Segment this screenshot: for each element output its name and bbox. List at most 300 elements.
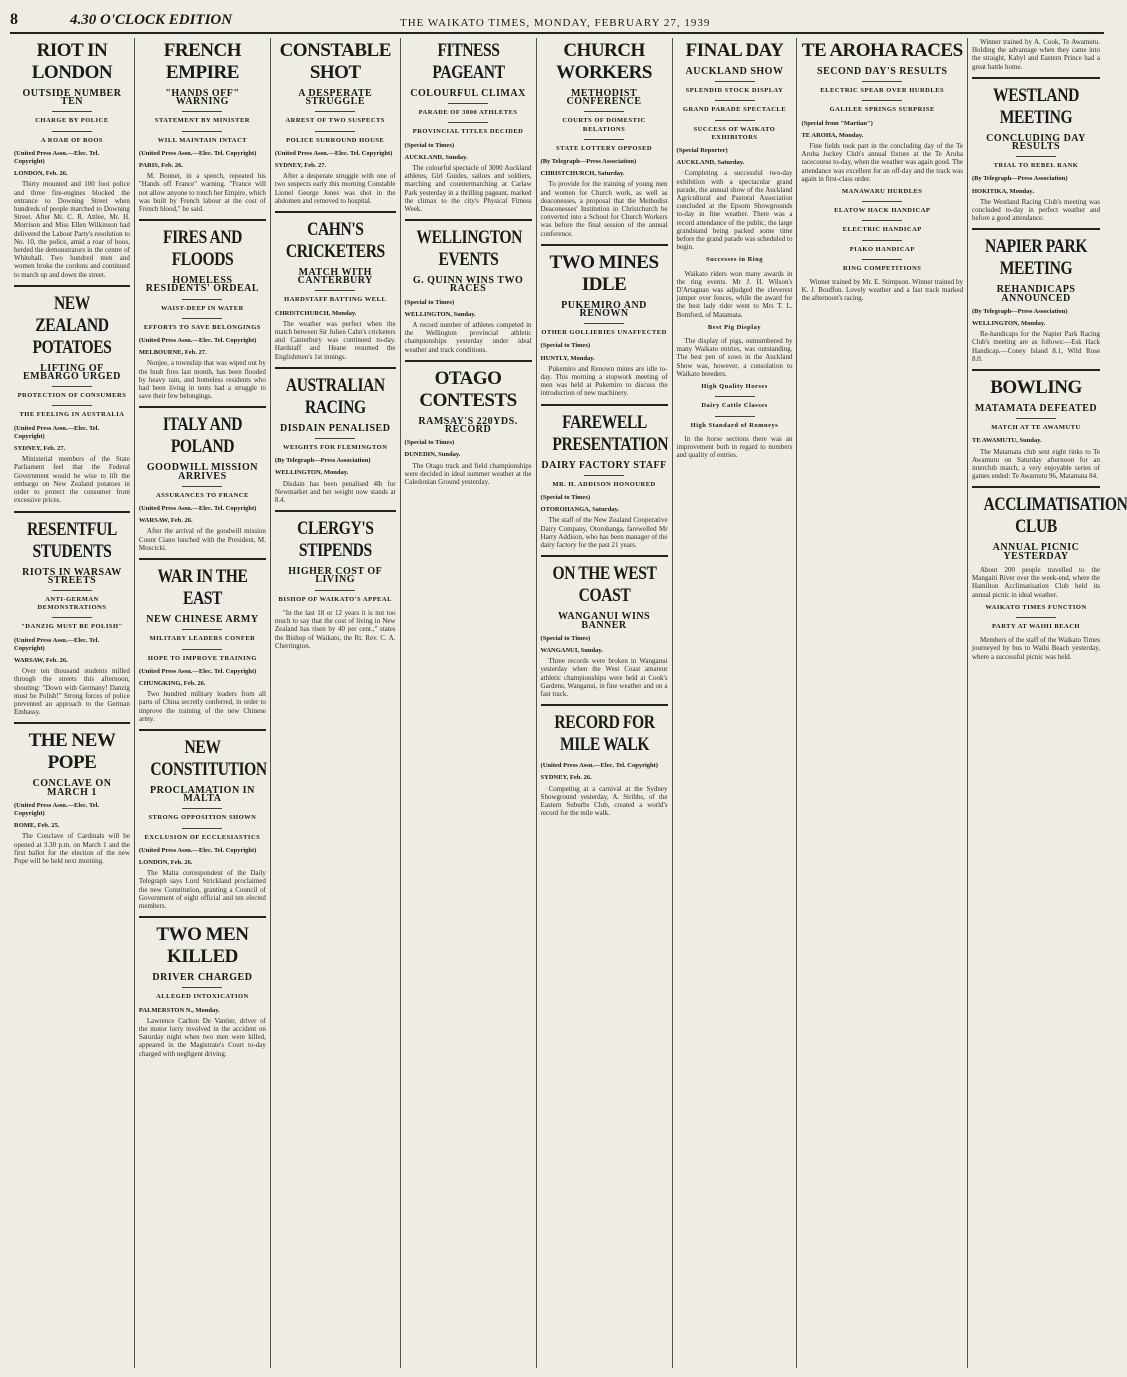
deck-rule (52, 405, 92, 406)
story-source: (United Press Assn.—Elec. Tel. Copyright) (14, 801, 100, 817)
deck-rule (862, 81, 902, 82)
story-subheadline: Dairy Cattle Classes (701, 402, 768, 410)
story-subheadline: OTHER GOLLIERIES UNAFFECTED (541, 329, 667, 337)
story-body (541, 516, 668, 549)
story-dateline: WELLINGTON, Sunday. (404, 310, 476, 318)
deck-rule (584, 111, 624, 112)
column-rule (541, 404, 668, 406)
deck-rule (715, 100, 755, 101)
deck-rule (182, 808, 222, 809)
story-source: (By Telegraph—Press Association) (274, 457, 371, 465)
story-paragraph: After a desperate struggle with one of two suspects early this morning Constable Lionel George Jones was shot in the abdomen and removed to hospital. (274, 172, 396, 205)
story-body (14, 832, 130, 865)
story-paragraph: The staff of the New Zealand Cooperative Dairy Company, Otorohanga, farewelled Mr Harry Addison, who has been manager of the dairy factory for the past 21 years. (540, 516, 668, 550)
story-headline: FRENCH EMPIRE (163, 40, 242, 83)
story-body (275, 480, 396, 505)
deck-rule (1016, 617, 1056, 618)
story (972, 604, 1100, 661)
story-body (801, 142, 963, 183)
story-body (677, 169, 793, 251)
story-subheadline: ANNUAL PICNIC YESTERDAY (992, 542, 1080, 562)
story-dateline: PARIS, Feb. 26. (138, 162, 184, 170)
story-headline: WESTLAND MEETING (993, 84, 1079, 128)
story-body (972, 198, 1100, 223)
story-subheadline: ALLEGED INTOXICATION (156, 993, 249, 1001)
story (541, 244, 668, 398)
story-headline: FIRES AND FLOODS (162, 227, 242, 271)
story-paragraph: The display of pigs, outnumbered by many Waikato entries, was outstanding. The best pen of sows in the Auckland Show was, however, a consolation to Waikato breeders. (676, 337, 793, 378)
story-subheadline: PARADE OF 3000 ATHLETES (418, 109, 518, 117)
story-subheadline: LIFTING OF EMBARGO URGED (23, 362, 121, 383)
column-rule (972, 486, 1100, 488)
story-headline: ACCLIMATISATION CLUB (983, 494, 1127, 538)
story-source: (By Telegraph—Press Association) (540, 158, 637, 166)
story (972, 369, 1100, 480)
column-rule (541, 704, 668, 706)
story-subheadline: ARREST OF TWO SUSPECTS (285, 117, 385, 125)
deck-rule (182, 828, 222, 829)
story-source: (United Press Assn.—Elec. Tel. Copyright) (138, 337, 257, 345)
story-paragraph: "In the last 18 or 12 years it is not too much to say that the cost of living in New Zealand has risen by 40 per cent.," states the Bishop of Waikato, the Rt. Rev. C. A. Cherrington. (274, 608, 396, 650)
story (14, 285, 130, 505)
story-subheadline: MILITARY LEADERS CONFER (149, 635, 256, 643)
story-subheadline: PROVINCIAL TITLES DECIDED (412, 128, 524, 136)
story-body (972, 330, 1100, 363)
deck-rule (1016, 156, 1056, 157)
story (677, 256, 793, 318)
story-dateline: LONDON, Feb. 26. (138, 858, 193, 866)
story-subheadline: High Standard of Romneys (690, 421, 779, 429)
story (139, 219, 266, 400)
story-subheadline: ANTI-GERMAN DEMONSTRATIONS (37, 595, 107, 612)
deck-rule (182, 318, 222, 319)
story (139, 40, 266, 213)
story-dateline: HOKITIKA, Monday. (972, 187, 1034, 195)
story-body (677, 435, 793, 460)
story-subheadline: MR. H. ADDISON HONOURED (552, 480, 656, 488)
story-dateline: DUNEDIN, Sunday. (404, 451, 461, 459)
deck-rule (584, 475, 624, 476)
story-headline: ON THE WEST COAST (552, 563, 657, 607)
story-subheadline: SPLENDID STOCK DISPLAY (685, 87, 784, 95)
story-subheadline: WANGANUI WINS BANNER (557, 611, 651, 631)
story-subheadline: RAMSAY'S 220YDS. RECORD (418, 415, 518, 436)
column-rule (405, 360, 532, 362)
story (139, 729, 266, 910)
story-source: (United Press Assn.—Elec. Tel. Copyright) (14, 424, 100, 440)
deck-rule (182, 987, 222, 988)
story-subheadline: ELATOW HACK HANDICAP (834, 207, 931, 215)
column-rule (541, 244, 668, 246)
story-subheadline: HIGHER COST OF LIVING (288, 566, 383, 586)
story (801, 188, 963, 303)
story-dateline: OTOROHANGA, Saturday. (540, 506, 619, 514)
news-column (10, 38, 135, 1368)
story-subheadline: MANAWARU HURDLES (842, 188, 923, 196)
story (139, 406, 266, 552)
story (275, 40, 396, 205)
story-source: (By Telegraph—Press Association) (972, 307, 1068, 315)
story-source: (Special from "Martian") (801, 119, 873, 127)
story-subheadline: DISDAIN PENALISED (279, 422, 391, 434)
story-subheadline: STATE LOTTERY OPPOSED (555, 144, 653, 152)
story-subheadline: HARDSTAFF BATTING WELL (284, 296, 387, 304)
story-dateline: MELBOURNE, Feb. 27. (138, 349, 207, 357)
story (677, 40, 793, 251)
column-rule (275, 211, 396, 213)
deck-rule (715, 416, 755, 417)
story-body (541, 785, 668, 818)
story-subheadline: High Quality Horses (701, 383, 768, 391)
story-source: (United Press Assn.—Elec. Tel. Copyright) (138, 846, 257, 854)
story (972, 77, 1100, 223)
story-body (541, 657, 668, 698)
story-source: (Special to Times) (540, 342, 591, 350)
story-dateline: SYDNEY, Feb. 26. (540, 774, 592, 782)
story-body (972, 38, 1100, 71)
story-paragraph: The Conclave of Cardinals will be opened at 3.30 p.m. on March 1 and the first ballot for the election of the new Pope will be held next morning. (14, 832, 130, 865)
story-subheadline: EXCLUSION OF ECCLESIASTICS (144, 833, 261, 841)
story (275, 367, 396, 504)
story (677, 383, 793, 459)
column-rule (541, 555, 668, 557)
story (14, 511, 130, 717)
story-subheadline: Best Pig Display (707, 323, 762, 331)
story-dateline: TE AROHA, Monday. (801, 131, 864, 139)
masthead (10, 8, 1104, 34)
deck-rule (182, 486, 222, 487)
story-paragraph: Pukemiro and Renown mines are idle to-day. This morning a stopwork meeting of men was held at Pukemiro to discuss the introduction of new machinery. (540, 364, 668, 398)
deck-rule (315, 111, 355, 112)
story-paragraph: The weather was perfect when the match between Sir Julien Cahn's cricketers and Canterbury was continued to-day. Hardstaff and Heane resumed the Englishmen's 1st innings. (274, 319, 396, 361)
story (139, 916, 266, 1058)
story-paragraph: Fine fields took part in the concluding day of the Te Aroha Jockey Club's annual fixture at the Te Aroha racecourse to-day, when the weather was again good. The attendance was excellent for an off-day and the track was again in first-class order. (801, 142, 963, 183)
deck-rule (52, 617, 92, 618)
story-headline: THE NEW POPE (28, 730, 116, 774)
story-paragraph: Winner trained by A. Cook, Te Awamutu. Holding the advantage when they came into the straight, Kabyl and Eastern Prince had a great battle home. (972, 38, 1100, 71)
deck-rule (315, 290, 355, 291)
news-column (401, 38, 537, 1368)
story-source: (United Press Assn.—Elec. Tel. Copyright) (138, 505, 257, 513)
column-rule (275, 367, 396, 369)
story-headline: NAPIER PARK MEETING (984, 236, 1088, 280)
story-body (275, 172, 396, 205)
story-dateline: CHRISTCHURCH, Saturday. (540, 170, 625, 178)
story-source: (United Press Assn.—Elec. Tel. Copyright) (138, 667, 257, 675)
news-column (271, 38, 401, 1368)
story-subheadline: THE FEELING IN AUSTRALIA (19, 411, 125, 419)
story-dateline: WELLINGTON, Monday. (972, 320, 1046, 328)
story-subheadline: AUCKLAND SHOW (685, 66, 784, 77)
story (139, 558, 266, 723)
news-column (797, 38, 968, 1368)
story-subheadline: COURTS OF DOMESTIC RELATIONS (562, 117, 646, 133)
deck-rule (182, 299, 222, 300)
story-paragraph: Winner trained by Mr. E. Stimpson. Winner trained by K. J. Bouffon. Lovely weather and a fast track marked the afternoon's racing. (801, 278, 963, 303)
story-source: (Special to Times) (540, 634, 591, 642)
column-rule (139, 219, 266, 221)
story-dateline: ROME, Feb. 25. (14, 822, 60, 830)
story-subheadline: PARTY AT WAIHI BEACH (992, 622, 1080, 630)
story-source: (United Press Assn.—Elec. Tel. Copyright) (274, 149, 393, 157)
story-source: (United Press Assn.—Elec. Tel. Copyright) (14, 149, 100, 166)
story-headline: CHURCH WORKERS (556, 40, 652, 83)
story-body (972, 448, 1100, 481)
story-paragraph: M. Bonnet, in a speech, repeated his "Hands off France" warning. "France will not allow anyone to touch her Empire, which was built by French labour at the cost of French blood," he said. (138, 172, 266, 214)
story (972, 486, 1127, 599)
story-subheadline: BISHOP OF WAIKATO'S APPEAL (278, 595, 392, 603)
deck-rule (715, 396, 755, 397)
story-subheadline: HOMELESS RESIDENTS' ORDEAL (145, 275, 260, 295)
story-body (275, 609, 396, 650)
deck-rule (1016, 418, 1056, 419)
story (541, 555, 668, 698)
deck-rule (182, 111, 222, 112)
story-headline: CONSTABLE SHOT (279, 40, 391, 83)
story-headline: FAREWELL PRESENTATION (551, 411, 668, 455)
deck-rule (52, 590, 92, 591)
story-source: (By Telegraph—Press Association) (972, 175, 1068, 183)
story (541, 704, 668, 817)
story-dateline: AUCKLAND, Saturday. (676, 159, 745, 167)
column-rule (972, 77, 1100, 79)
story (972, 38, 1100, 71)
story-body (405, 462, 532, 487)
story-subheadline: MATCH WITH CANTERBURY (297, 267, 373, 287)
deck-rule (715, 120, 755, 121)
deck-rule (52, 111, 92, 112)
deck-rule (862, 201, 902, 202)
story-body (14, 455, 130, 504)
story-subheadline: CHARGE BY POLICE (35, 117, 109, 125)
story-subheadline: HOPE TO IMPROVE TRAINING (147, 654, 257, 662)
story-subheadline: A DESPERATE STRUGGLE (298, 88, 373, 108)
story-subheadline: WAIST-DEEP IN WATER (161, 304, 244, 312)
story-paragraph: The Otago track and field championships were decided in ideal summer weather at the Caledonian Ground yesterday. (404, 461, 532, 487)
story-paragraph: Nonjee, a township that was wiped out by the bush fires last month, has been flooded by heavy rain, and homeless residents who had been living in tents had a struggle to save their few belongings. (138, 359, 266, 401)
story-dateline: PALMERSTON N., Monday. (138, 1006, 220, 1014)
column-rule (139, 916, 266, 918)
deck-rule (52, 131, 92, 132)
story-subheadline: STATEMENT BY MINISTER (154, 117, 250, 125)
story-headline: FITNESS PAGEANT (431, 40, 505, 83)
story-body (677, 337, 793, 378)
story-paragraph: A record number of athletes competed in the Wellington provincial athletic championships yesterday under ideal weather and track conditions. (404, 321, 532, 354)
story-body (541, 180, 668, 237)
story-body (405, 164, 532, 213)
story-paragraph: The Westland Racing Club's meeting was concluded to-day in perfect weather and before a good attendance. (972, 197, 1100, 223)
story-paragraph: The Matamata club sent eight rinks to Te Awamutu on Saturday afternoon for an interclub match, a very enjoyable series of games ended: Te Awamutu 96, Matamata 84. (972, 447, 1100, 481)
story-subheadline: METHODIST CONFERENCE (566, 88, 642, 108)
story-subheadline: SUCCESS OF WAIKATO EXHIBITORS (693, 125, 776, 141)
story-subheadline: DAIRY FACTORY STAFF (541, 459, 667, 471)
deck-rule (315, 590, 355, 591)
story-paragraph: Two hundred military leaders from all parts of China secretly conferred, in order to improve the training of the new Chinese army. (138, 690, 266, 723)
story (405, 219, 532, 354)
story-body (972, 566, 1100, 599)
story-subheadline: COLOURFUL CLIMAX (410, 88, 526, 99)
story-body (139, 359, 266, 400)
story-subheadline: GOODWILL MISSION ARRIVES (146, 462, 258, 482)
story-subheadline: ELECTRIC SPEAR OVER HURDLES (820, 87, 945, 95)
story-subheadline: REHANDICAPS ANNOUNCED (996, 284, 1076, 304)
story-source: (Special to Times) (404, 298, 455, 306)
story-paragraph: Completing a successful two-day exhibition with a spectacular grand parade, the annual show of the Auckland Agricultural and Pastoral Association concluded at the Epsom Showgrounds to-day in fine weather. There was a record attendance of the public, the large grandstand being packed some time before the grand parade was scheduled to begin. (676, 169, 793, 252)
deck-rule (315, 131, 355, 132)
deck-rule (715, 81, 755, 82)
story-paragraph: Ministerial members of the State Parliament feel that the Federal Government would be wise to lift the embargo on New Zealand potatoes in order to protect the consumer from excessive prices. (14, 455, 130, 505)
story-subheadline: CONCLAVE ON MARCH 1 (32, 778, 112, 798)
story-headline: TE AROHA RACES (801, 40, 963, 61)
story (801, 40, 963, 183)
story-subheadline: GRAND PARADE SPECTACLE (682, 106, 787, 114)
story (275, 510, 396, 650)
story-body (541, 365, 668, 398)
story-subheadline: WEIGHTS FOR FLEMINGTON (283, 444, 388, 452)
story-subheadline: "DANZIG MUST BE POLISH" (21, 623, 123, 631)
story-body (275, 320, 396, 361)
deck-rule (182, 131, 222, 132)
column-rule (139, 558, 266, 560)
story-paragraph: Three records were broken in Wanganui yesterday when the West Coast amateur athletic championships were held at Cook's Gardens, Wanganui, in fine weather and on a fast track. (540, 657, 668, 698)
story-headline: WAR IN THE EAST (157, 566, 248, 610)
story-subheadline: PROCLAMATION IN MALTA (149, 784, 255, 805)
story-dateline: CHUNGKING, Feb. 26. (138, 679, 206, 687)
deck-rule (448, 122, 488, 123)
story-paragraph: Over ten thousand students milled through the streets this afternoon, shouting: "Down with Germany! Danzig must be Polish!" Strong forces of police prevented an approach to the German Embassy. (14, 667, 130, 717)
deck-rule (182, 649, 222, 650)
story-paragraph: The colourful spectacle of 3000 Auckland athletes, Girl Guides, sailors and soldiers, marching and countermarching at Carlaw Park yesterday in a thrilling pageant, marked the climax to the city's Physical Fitness Week. (404, 164, 532, 214)
story-body (139, 690, 266, 723)
story-headline: CLERGY'S STIPENDS (297, 518, 374, 562)
story-paragraph: Disdain has been penalised 4lb for Newmarket and her weight now stands at 8.4. (274, 479, 396, 505)
story-headline: TWO MINES IDLE (549, 251, 659, 295)
story (405, 360, 532, 486)
deck-rule (584, 323, 624, 324)
column-rule (14, 511, 130, 513)
story-headline: RIOT IN LONDON (31, 40, 113, 83)
story-paragraph: Thirty mounted and 100 foot police and three fire-engines blocked the entrance to Downing Street when hundreds of people marched to Downing Street. After Mr. C. R. Attlee, Mr. H. Morrison and Miss Ellen Wilkinson had delivered the Labour Party's resolution to No. 10, the police, amid a roar of boos, herded the demonstrators in the centre of Whitehall. Two hundred men and women broke the cordons and continued to march up and down the street. (14, 180, 130, 279)
story-body (139, 1017, 266, 1058)
story-subheadline: RIOTS IN WARSAW STREETS (22, 566, 122, 586)
story-headline: CAHN'S CRICKETERS (285, 219, 385, 263)
column-rule (14, 285, 130, 287)
story (677, 324, 793, 378)
deck-rule (584, 139, 624, 140)
story-paragraph: After the arrival of the goodwill mission Count Ciano lunched with the President, M. Moscicki. (138, 527, 266, 552)
story-headline: RESENTFUL STUDENTS (27, 518, 117, 562)
story-dateline: SYDNEY, Feb. 27. (14, 445, 66, 453)
story-dateline: WANGANUI, Sunday. (540, 646, 603, 654)
story-subheadline: OUTSIDE NUMBER TEN (22, 88, 122, 108)
story-body (139, 527, 266, 552)
story-dateline: SYDNEY, Feb. 27. (274, 162, 327, 170)
news-column (673, 38, 798, 1368)
story-source: (United Press Assn.—Elec. Tel. Copyright) (14, 636, 100, 652)
story-subheadline: RING COMPETITIONS (843, 264, 922, 272)
story (405, 40, 532, 213)
story-dateline: WARSAW, Feb. 26. (14, 656, 68, 664)
story-paragraph: Waikato riders won many awards in the ring events. Mr J. H. Wilson's D'Artagnan was adjudged the cleverest jumper over fences, while the award for the best lady rider went to Mrs T. L. Bomford, of Matamata. (676, 269, 793, 319)
story-subheadline: POLICE SURROUND HOUSE (286, 136, 385, 144)
story-headline: OTAGO CONTESTS (419, 367, 517, 411)
story (972, 228, 1100, 363)
column-rule (972, 228, 1100, 230)
column-rule (14, 722, 130, 724)
story-headline: RECORD FOR MILE WALK (553, 712, 655, 756)
story-subheadline: PIAKO HANDICAP (849, 245, 915, 253)
story-subheadline: GALILEE SPRINGS SURPRISE (829, 106, 935, 114)
story-dateline: WARSAW, Feb. 26. (138, 517, 193, 525)
story-paragraph: Competing at a carnival at the Sydney Showground yesterday, A. Stribbs, of the Eastern Suburbs Club, created a world's record for the mile walk. (540, 784, 668, 818)
story-subheadline: WAIKATO TIMES FUNCTION (985, 603, 1087, 611)
story (14, 40, 130, 279)
story-dateline: AUCKLAND, Sunday. (404, 153, 468, 161)
deck-rule (862, 259, 902, 260)
story-subheadline: TRIAL TO REBEL RANK (993, 162, 1079, 170)
story-subheadline: DRIVER CHARGED (152, 972, 253, 984)
deck-rule (315, 438, 355, 439)
column-rule (139, 729, 266, 731)
story-paragraph: Lawrence Carlton De Vantier, driver of the motor lorry involved in the accident on Saturday night when two men were killed, appeared in the Magistrate's Court to-day charged with negligent driving. (138, 1016, 266, 1058)
story-headline: ITALY AND POLAND (162, 414, 243, 458)
story-body (972, 636, 1100, 661)
story-subheadline: G. QUINN WINS TWO RACES (412, 275, 524, 295)
story-body (139, 869, 266, 910)
story-subheadline: SECOND DAY'S RESULTS (817, 66, 948, 77)
story-headline: WELLINGTON EVENTS (415, 227, 522, 271)
story-source: (Special Reporter) (676, 147, 728, 155)
story-source: (United Press Assn.—Elec. Tel. Copyright) (138, 149, 257, 157)
story-source: (United Press Assn.—Elec. Tel. Copyright) (540, 762, 658, 770)
story-body (677, 270, 793, 319)
story-subheadline: Successes in Ring (706, 256, 763, 264)
story-headline: AUSTRALIAN RACING (285, 374, 385, 418)
story-paragraph: About 200 people travelled to the Mangaiti River over the week-end, where the Hamilton Acclimatisation Club held its annual picnic in ideal weather. (972, 565, 1100, 599)
story-dateline: CHRISTCHURCH, Monday. (274, 309, 357, 317)
story-paragraph: In the horse sections there was an improvement both in regard to numbers and quality of entries. (676, 434, 793, 460)
deck-rule (448, 103, 488, 104)
story-subheadline: ELECTRIC HANDICAP (842, 226, 922, 234)
deck-rule (52, 386, 92, 387)
story-subheadline: PUKEMIRO AND RENOWN (561, 299, 647, 320)
story-paragraph: Re-handicaps for the Napier Park Racing Club's meeting are as follows:—Esk Hack Handicap.—Coney Island 8.1, Wild Rose 8.0. (972, 330, 1100, 363)
story-subheadline: WILL MAINTAIN INTACT (157, 136, 248, 144)
story-body (139, 172, 266, 213)
story-body (14, 667, 130, 716)
story-dateline: WELLINGTON, Monday. (274, 469, 349, 477)
column-rule (139, 406, 266, 408)
deck-rule (862, 220, 902, 221)
story-subheadline: EFFORTS TO SAVE BELONGINGS (143, 323, 261, 331)
deck-rule (862, 240, 902, 241)
story-dateline: HUNTLY, Monday. (540, 354, 595, 362)
story-paragraph: Members of the staff of the Waikato Times journeyed by bus to Waihi Beach yesterday, where a successful picnic was held. (972, 636, 1100, 661)
story-subheadline: STRONG OPPOSITION SHOWN (148, 814, 257, 822)
story-paragraph: To provide for the training of young men and women for Church work, as well as deaconesses, a proposal that the Methodist Deaconesses' Institution in Christchurch be converted into a School for Church Workers was before the final session of the annual conference. (540, 180, 668, 238)
story-headline: FINAL DAY (685, 40, 784, 61)
page-number: 8 (10, 11, 18, 28)
story-headline: BOWLING (990, 377, 1082, 399)
deck-rule (182, 629, 222, 630)
story-subheadline: ASSURANCES TO FRANCE (155, 491, 249, 499)
story-subheadline: MATAMATA DEFEATED (974, 403, 1098, 415)
column-rule (275, 510, 396, 512)
news-columns (10, 38, 1127, 1368)
column-rule (972, 369, 1100, 371)
story-source: (Special to Times) (404, 141, 455, 149)
story (275, 211, 396, 361)
